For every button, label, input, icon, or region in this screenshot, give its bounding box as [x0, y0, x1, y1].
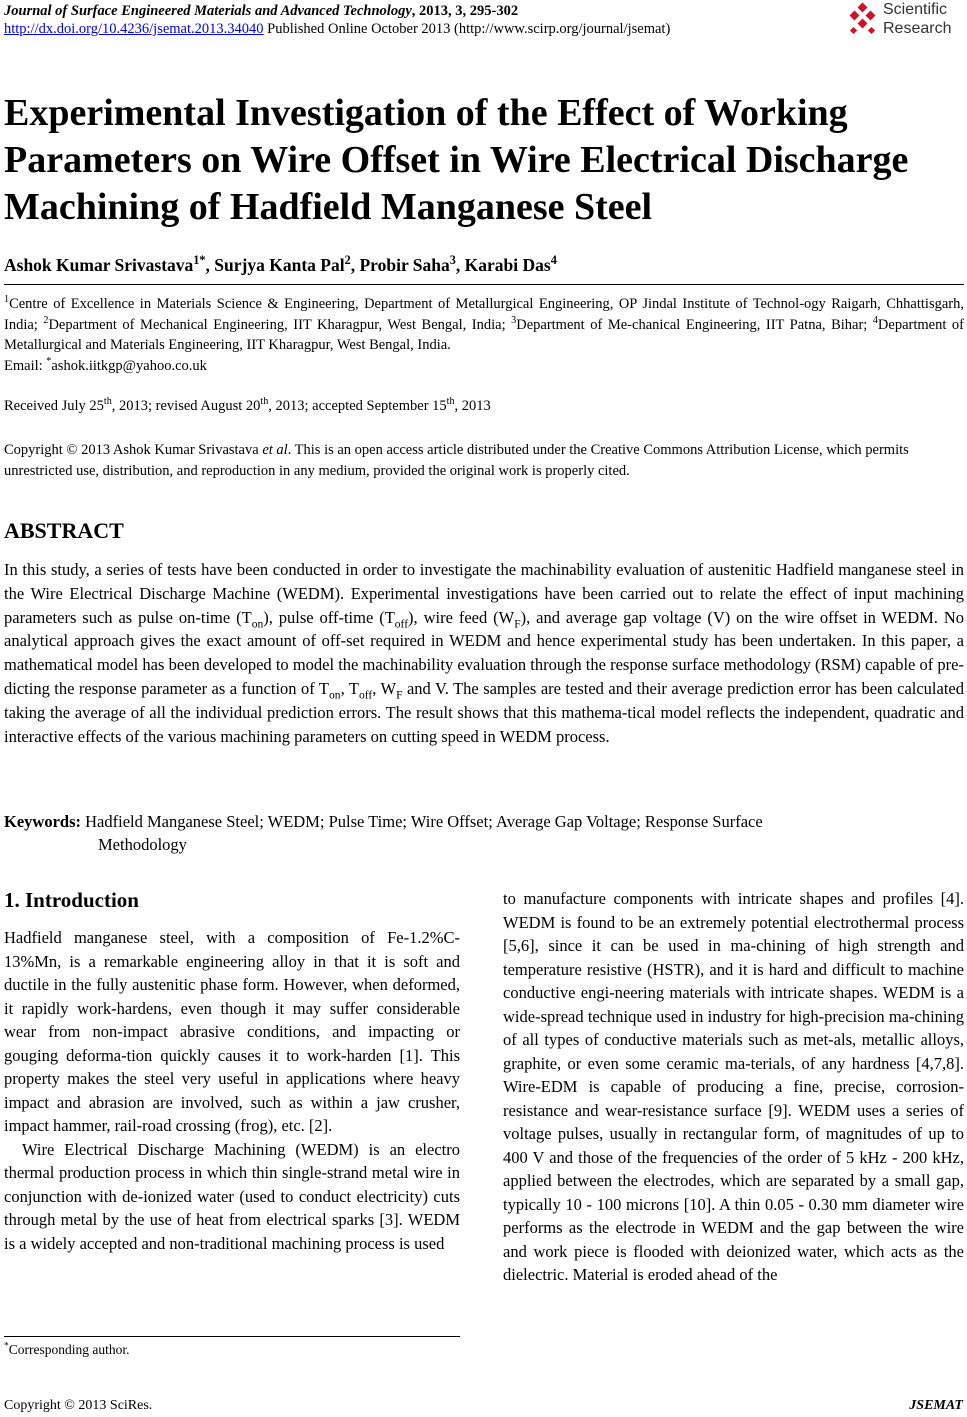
paper-title: Experimental Investigation of the Effect of Working Parameters on Wire Offset in Wire Electrical Discharge Machining of Hadfield Manganese Steel [4, 92, 909, 228]
keywords: Keywords: Hadfield Manganese Steel; WEDM; Pulse Time; Wire Offset; Average Gap Voltage; Response Surface Methodology [4, 812, 763, 854]
keywords-label: Keywords: [4, 812, 81, 831]
published-info: Published Online October 2013 (http://www.scirp.org/journal/jsemat) [263, 21, 671, 37]
journal-name: Journal of Surface Engineered Materials and Advanced Technology [4, 3, 412, 19]
footer-journal-abbrev: JSEMAT [909, 1398, 963, 1413]
abstract-heading: ABSTRACT [4, 518, 124, 543]
footnote: *Corresponding author. [4, 1341, 130, 1357]
logo-mark-icon [845, 2, 881, 38]
footer-copyright: Copyright © 2013 SciRes. [4, 1398, 153, 1413]
journal-info: , 2013, 3, 295-302 [411, 3, 519, 19]
received-dates: Received July 25th, 2013; revised August 20th, 2013; accepted September 15th, 2013 [4, 396, 491, 414]
paragraph: Hadfield manganese steel, with a composition of Fe-1.2%C-13%Mn, is a remarkable engineering alloy in that it is soft and ductile in the fully austenitic phase form. However, when deformed, it rapidly work-hardens, even though it may suffer considerable wear from non-impact abrasive conditions, and impacting or gouging deforma-tion quickly causes it to work-harden [1]. This property makes the steel very useful in applications where heavy impact and abrasion are involved, such as within a jaw crusher, impact hammer, rail-road crossing (frog), etc. [2]. [4, 928, 460, 1135]
right-column [503, 887, 964, 1287]
publisher-logo [845, 0, 965, 40]
journal-header [4, 2, 670, 38]
email-address[interactable]: ashok.iitkgp@yahoo.co.uk [51, 357, 207, 374]
abstract-body: In this study, a series of tests have been conducted in order to investigate the machinability evaluation of austenitic Hadfield manganese steel in the Wire Electrical Discharge Machine (WEDM). Experimental investigations have been carried out to relate the effect of input machining parameters such as pulse on-time $(T_{on})$, pulse off-time $(T_{off})$, wire feed $(W_F)$, and average gap voltage (V) on the wire offset in WEDM. No analytical approach gives the exact amount of off-set required in WEDM and hence experimental study has been undertaken. In this paper, a mathematical model has been developed to model the machinability evaluation through the response surface methodology (RSM) capable of pre-dicting the response parameter as a function of $T_{on}$, $T_{off}$, $W_F$ and V. The samples are tested and their average prediction error has been calculated taking the average of all the individual prediction errors. The result shows that this mathema-tical model reflects the independent, quadratic and interactive effects of the various machining parameters on cutting speed in WEDM process. [4, 560, 964, 746]
doi-link[interactable]: http://dx.doi.org/10.4236/jsemat.2013.34040 [4, 21, 264, 37]
author-list: Ashok Kumar Srivastava$^{1*}$, Surjya Kanta Pal$^2$, Probir Saha$^3$, Karabi Das$^4$ [4, 253, 557, 275]
divider [4, 284, 964, 285]
copyright-notice: Copyright © 2013 Ashok Kumar Srivastava et al. This is an open access article distributed under the Creative Commons Attribution License, which permits unrestricted use, distribution, and reproduction in any medium, provided the original work is properly cited. [4, 442, 909, 479]
logo-text: Scientific Research [883, 1, 952, 37]
footnote-divider [4, 1336, 460, 1337]
left-column [4, 926, 460, 1255]
affiliations: $^1$Centre of Excellence in Materials Science & Engineering, Department of Metallurgical Engineering, OP Jindal Institute of Technol-ogy Raigarh, Chhattisgarh, India; $^2$Department of Mechanical Engineering, IIT Kharagpur, West Bengal, India; $^3$Department of Me-chanical Engineering, IIT Patna, Bihar; $^4$Department of Metallurgical and Materials Engineering, IIT Kharagpur, West Bengal, India. Email: *ashok.iitkgp@yahoo.co.uk [4, 294, 964, 374]
section-heading-introduction: 1. Introduction [4, 888, 139, 912]
paragraph: Wire Electrical Discharge Machining (WEDM) is an electro thermal production process in which thin single-strand metal wire in conjunction with de-ionized water (used to conduct electricity) cuts through metal by the use of heat from electrical sparks [3]. WEDM is a widely accepted and non-traditional machining process is used [4, 1139, 460, 1253]
paragraph: to manufacture components with intricate shapes and profiles [4]. WEDM is found to be an extremely potential electrothermal process [5,6], since it can be used in ma-chining of high strength and temperature resistive (HSTR), and it is hard and difficult to machine conductive engi-neering materials with intricate shapes. WEDM is a wide-spread technique used in industry for high-precision ma-chining of all types of conductive materials such as met-als, metallic alloys, graphite, or even some ceramic ma-terials, of any hardness [4,7,8]. Wire-EDM is capable of producing a fine, precise, corrosion-resistance and wear-resistance surface [9]. WEDM uses a series of voltage pulses, usually in rectangular form, of magnitudes of up to 400 V and those of the frequencies of the order of 5 kHz - 200 kHz, applied between the electrodes, which are separated by a small gap, typically 10 - 100 microns [10]. A thin 0.05 - 0.30 mm diameter wire performs as the electrode in WEDM and the gap between the wire and work piece is flooded with deionized water, which acts as the dielectric. Material is eroded ahead of the [503, 889, 964, 1284]
